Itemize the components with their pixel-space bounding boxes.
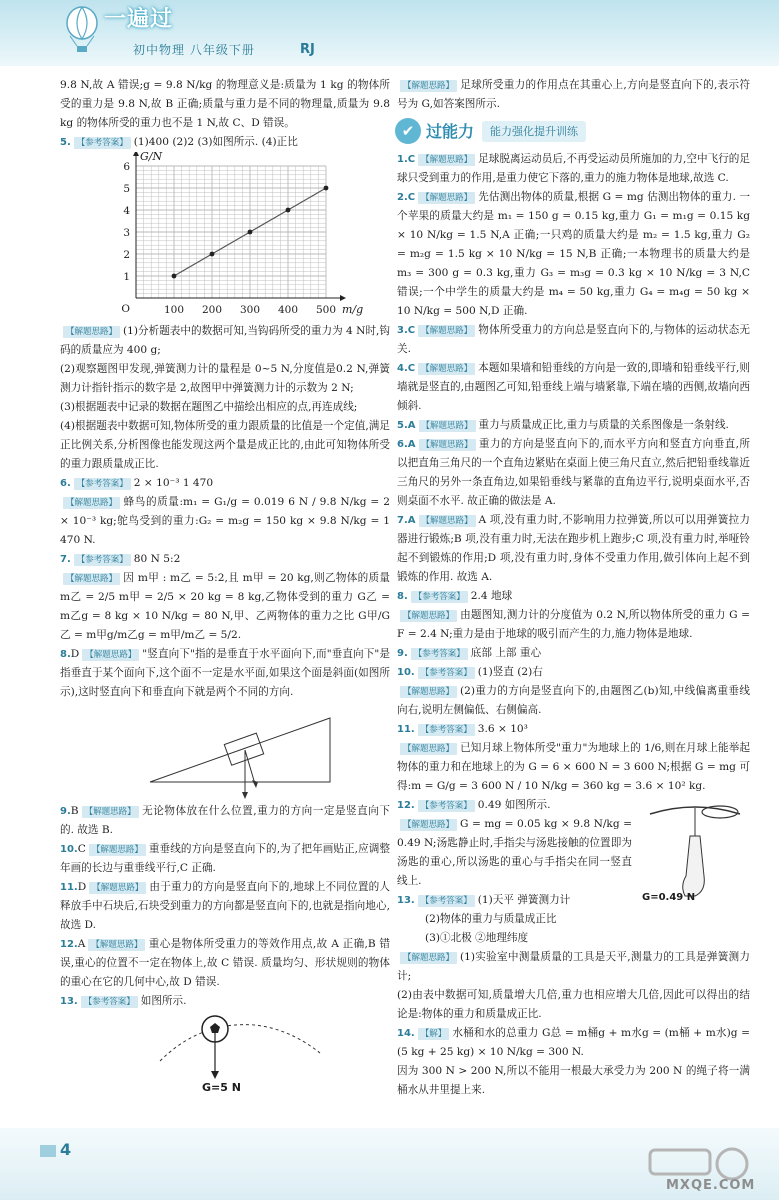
item-2: 2.C 【解题思路】 先估测出物体的质量,根据 G = mg 估测出物体的重力. 一个苹果的质量大约是 m₁ = 150 g = 0.15 kg,重力 G₁ = m₁g = 0.15 kg × 10 N/kg = 1.5 N,A 正确;一只鸡的质量大约是 m₂ = 1.5 kg,重力 G₂ = m₂g = 1.5 kg × 10 N/kg = 15 N,B 正确;一本物理书的质量大约是 m₃ = 300 g = 0.3 kg,重力 G₃ = m₃g = 0.3 kg × 10 N/kg = 3 N,C 错误;一个中学生的质量大约是 m₄ = 50 kg,重力 G₄ = m₄g = 50 kg × 10 N/kg = 500 N,D 正确.: [397, 191, 750, 317]
x-tick-label: 100: [163, 304, 185, 316]
paragraph: (4)根据题表中数据可知,物体所受的重力跟质量的比值是一个定值,满足正比例关系,分析图像也能发现这两个量是成正比的,由此可知物体所受的重力跟质量成正比.: [60, 420, 390, 470]
paragraph: 因为 300 N > 200 N,所以不能用一根最大承受力为 200 N 的绳子将一满桶水从井里提上来.: [397, 1065, 750, 1096]
explanation-11: 11.D 【解题思路】 由于重力的方向是竖直向下的,地球上不同位置的人释放手中石块后,石块受到重力的方向都是竖直向下的,也就是指向地心,故选 D.: [60, 881, 390, 931]
answer-5: [60, 133, 390, 152]
answer-text: (1)400 (2)2 (3)如图所示. (4)正比: [133, 136, 298, 148]
series-logo: 一遍过: [104, 7, 174, 32]
answer-tag: 【参考答案】: [74, 137, 131, 149]
item-8-answer: 8. 【参考答案】 2.4 地球: [397, 590, 513, 602]
answer-6: 6. 【参考答案】 2 × 10⁻³ 1 470: [60, 477, 214, 489]
item-6: 6.A 【解题思路】 重力的方向是竖直向下的,而水平方向和竖直方向垂直,所以把直角三角尺的一个直角边紧贴在桌面上使三角尺直立,然后把铅垂线靠近三角尺的另外一条直角边,如果铅垂线与紧靠的直角边平行,说明桌面水平,否则桌面不水平. 故正确的做法是 A.: [397, 438, 750, 507]
data-point: [324, 186, 329, 191]
paragraph: (2)观察题图甲发现,弹簧测力计的量程是 0~5 N,分度值是0.2 N,弹簧测力计指针指示的数字是 2,故图甲中弹簧测力计的示数为 2 N;: [60, 363, 390, 394]
chart-ticks: [121, 161, 336, 316]
y-tick-label: 6: [123, 161, 130, 173]
item-11-answer: 11. 【参考答案】 3.6 × 10³: [397, 723, 528, 735]
item-14: 14. 【解】 水桶和水的总重力 G总 = m桶g + m水g = (m桶 + m水)g = (5 kg + 25 kg) × 10 N/kg = 300 N.: [397, 1027, 750, 1058]
y-tick-label: 4: [123, 205, 130, 217]
explanation-7: 【解题思路】 因 m甲 : m乙 = 5:2,且 m甲 = 20 kg,则乙物体的质量 m乙 = 2/5 m甲 = 2/5 × 20 kg = 8 kg,乙物体受到的重力 G乙 = m乙g = 8 kg × 10 N/kg = 80 N,甲、乙两物体的重力之比 G甲/G乙 = m甲g/m乙g = m甲/m乙 = 5/2.: [60, 572, 390, 641]
weight-label: G=5 N: [202, 1081, 241, 1093]
answer-7: 7. 【参考答案】 80 N 5:2: [60, 553, 181, 565]
chart-grid: [136, 166, 326, 298]
book-subtitle: 初中物理 八年级下册: [133, 43, 255, 57]
item-3: 3.C 【解题思路】 物体所受重力的方向总是竖直向下的,与物体的运动状态无关.: [397, 324, 750, 355]
y-axis-arrow: [133, 152, 139, 156]
watermark-text: MXQE.COM: [666, 1178, 756, 1193]
left-column: [60, 76, 390, 1093]
solution-tag: 【解题思路】: [63, 326, 120, 338]
explanation-12: 12.A 【解题思路】 重心是物体所受重力的等效作用点,故 A 正确,B 错误,重心的位置不一定在物体上,故 C 错误. 质量均匀、形状规则的物体的重心在它的几何中心,故 D 错误.: [60, 938, 390, 988]
paragraph: 9.8 N,故 A 错误;g = 9.8 N/kg 的物理意义是:质量为 1 kg 的物体所受的重力是 9.8 N,故 B 正确;质量与重力是不同的物理量,质量为 9.8 kg 的物体所受的重力也不是 1 N,故 C、D 错误。: [60, 79, 390, 129]
origin-label: O: [121, 303, 130, 315]
weight-mass-chart: [60, 152, 390, 320]
data-point: [210, 252, 215, 257]
item-8-explanation: 【解题思路】 由题图知,测力计的分度值为 0.2 N,所以物体所受的重力 G = F = 2.4 N;重力是由于地球的吸引而产生的力,施力物体是地球.: [397, 609, 750, 640]
item-10-answer: 10. 【参考答案】 (1)竖直 (2)右: [397, 666, 543, 678]
chart-y-label: G/N: [140, 152, 163, 163]
hot-air-balloon-icon: [62, 6, 102, 54]
chart-x-label: m/g: [342, 303, 364, 316]
item-13-answer: 13. 【参考答案】 (1)天平 弹簧测力计: [397, 894, 571, 906]
item-4: 4.C 【解题思路】 本题如果墙和铅垂线的方向是一致的,即墙和铅垂线平行,则墙就是竖直的,由题图乙可知,铅垂线上端与墙紧靠,下端在墙的西侧,故墙向西倾斜.: [397, 362, 750, 412]
incline-diagram: [60, 702, 390, 802]
section-title: 过能力: [426, 121, 475, 141]
item-9-answer: 9. 【参考答案】 底部 上部 重心: [397, 647, 542, 659]
item-13-answer-3: (3)①北极 ②地理纬度: [425, 932, 529, 944]
item-12-answer: 12. 【参考答案】 0.49 如图所示.: [397, 799, 551, 811]
explanation-10: 10.C 【解题思路】 重垂线的方向是竖直向下的,为了把年画贴正,应调整年画的长边与重垂线平行,C 正确.: [60, 843, 390, 874]
data-point: [172, 274, 177, 279]
x-tick-label: 400: [277, 304, 299, 316]
item-1: 1.C 【解题思路】 足球脱离运动员后,不再受运动员所施加的力,空中飞行的足球只受到重力的作用,是重力使它下落的,重力的施力物体是地球,故选 C.: [397, 153, 750, 184]
explanation-9: 9.B 【解题思路】 无论物体放在什么位置,重力的方向一定是竖直向下的. 故选 B.: [60, 805, 390, 836]
x-axis-arrow: [340, 295, 346, 301]
spoon-finger-diagram: [640, 796, 750, 906]
item-7: 7.A 【解题思路】 A 项,没有重力时,不影响用力拉弹簧,所以可以用弹簧拉力器进行锻炼;B 项,没有重力时,无法在跑步机上跑步;C 项,没有重力时,举哑铃起不到锻炼的作用;D 项,没有重力时,身体不受重力作用,做引体向上起不到锻炼的作用. 故选 A.: [397, 514, 750, 583]
explanation-8: 8.D 【解题思路】 "竖直向下"指的是垂直于水平面向下,而"垂直向下"是指垂直于某个面向下,这个面不一定是水平面,如果这个面是斜面(如图所示),这时竖直向下和垂直向下就是两个不同的方向.: [60, 648, 390, 698]
item-12-explanation: 【解题思路】 G = mg = 0.05 kg × 9.8 N/kg = 0.49 N;汤匙静止时,手指尖与汤匙接触的位置即为汤匙的重心,所以汤匙的重心与手指尖在同一竖直线上.: [397, 818, 632, 887]
answer-13: 13. 【参考答案】 如图所示.: [60, 995, 187, 1007]
item-11-explanation: 【解题思路】 已知月球上物体所受"重力"为地球上的 1/6,则在月球上能举起物体的重力和在地球上的为 G = 6 × 600 N = 3 600 N;根据 G = mg 可得:m = G/g = 3 600 N / 10 N/kg = 360 kg = 3.6 × 10² kg.: [397, 742, 750, 792]
section-heading: [395, 118, 750, 144]
page-marker-icon: [40, 1145, 56, 1157]
page-number: 4: [40, 1140, 71, 1159]
x-tick-label: 300: [239, 304, 261, 316]
section-description: 能力强化提升训练: [482, 121, 586, 142]
y-tick-label: 1: [123, 271, 130, 283]
y-tick-label: 3: [123, 227, 130, 239]
data-point: [286, 208, 291, 213]
data-point: [248, 230, 253, 235]
edition-label: RJ: [300, 42, 315, 57]
paragraph: (2)由表中数据可知,质量增大几倍,重力也相应增大几倍,因此可以得出的结论是:物体的重力和质量成正比.: [397, 989, 750, 1020]
explanation-13: 【解题思路】 足球所受重力的作用点在其重心上,方向是竖直向下的,表示符号为 G,如答案图所示.: [397, 79, 750, 110]
question-number: 5.: [60, 137, 71, 148]
paragraph: (3)根据题表中记录的数据在题图乙中描绘出相应的点,再连成线;: [60, 401, 358, 413]
y-tick-label: 5: [123, 183, 130, 195]
item-10-explanation: 【解题思路】 (2)重力的方向是竖直向下的,由题图乙(b)知,中线偏离重垂线向右,说明左侧偏低、右侧偏高.: [397, 685, 750, 716]
football-diagram: [60, 1011, 390, 1093]
explanation-5: 【解题思路】 (1)分析题表中的数据可知,当钩码所受的重力为 4 N时,钩码的质量应为 400 g;: [60, 325, 390, 356]
right-column: [397, 76, 750, 1100]
y-tick-label: 2: [123, 249, 130, 261]
x-tick-label: 200: [201, 304, 223, 316]
chart-axes: [133, 152, 346, 301]
item-5: 5.A 【解题思路】 重力与质量成正比,重力与质量的关系图像是一条射线.: [397, 419, 729, 431]
item-13-answer-2: (2)物体的重力与质量成正比: [425, 913, 557, 925]
spoon-weight-label: G=0.49 N: [642, 892, 696, 903]
item-13-explanation: 【解题思路】 (1)实验室中测量质量的工具是天平,测量力的工具是弹簧测力计;: [397, 951, 750, 982]
explanation-6: 【解题思路】 蜂鸟的质量:m₁ = G₁/g = 0.019 6 N / 9.8 N/kg = 2 × 10⁻³ kg;鸵鸟受到的重力:G₂ = m₂g = 150 kg × 9.8 N/kg = 1 470 N.: [60, 496, 390, 546]
checkmark-icon: ✔: [395, 118, 421, 144]
x-tick-label: 500: [315, 304, 337, 316]
page-header: [0, 0, 779, 66]
